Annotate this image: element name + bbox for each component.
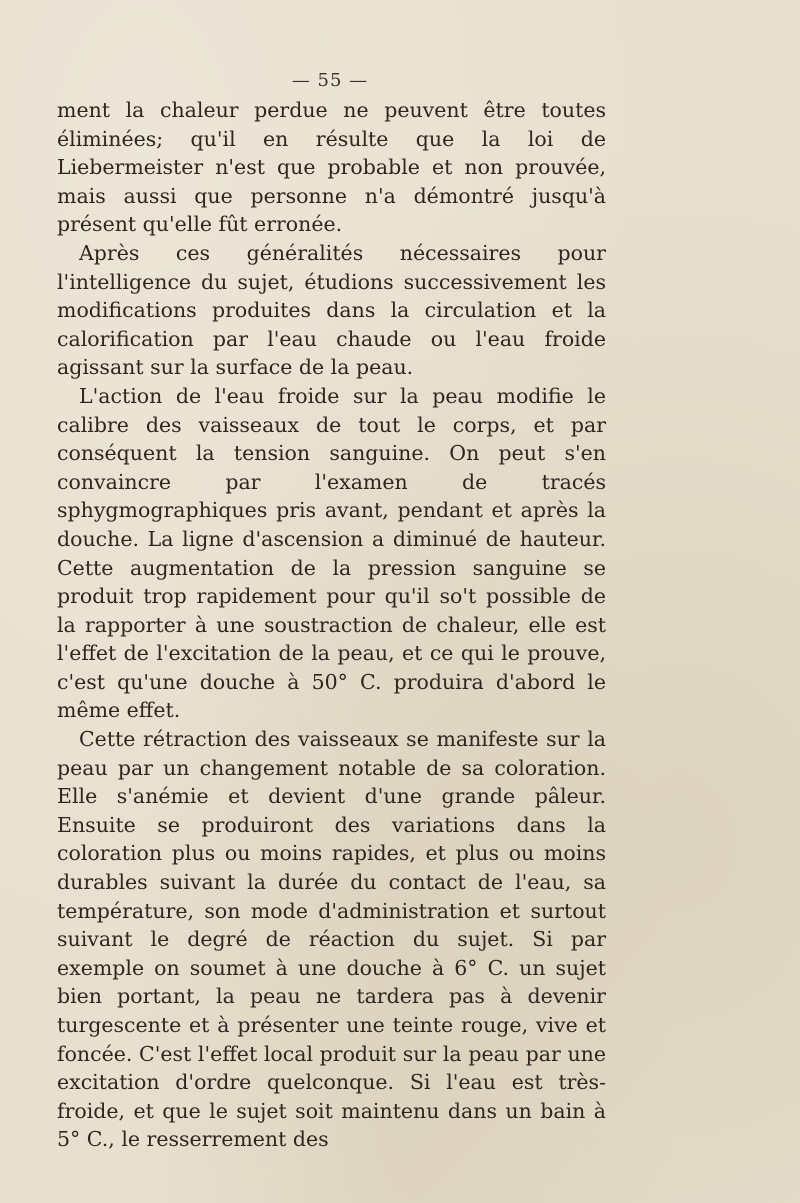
paragraph-generalites: Après ces généralités nécessaires pour l'intelligence du sujet, étudions successivement les modifications produites dans la circulation et la calorification par l'eau chaude ou l'eau froide agissant sur la surface de la peau.: [57, 240, 606, 380]
body-text: [57, 96, 606, 1154]
paragraph-retraction: Cette rétraction des vaisseaux se manifeste sur la peau par un changement notable de sa coloration. Elle s'anémie et devient d'une grande pâleur. Ensuite se produiront des variations dans la coloration plus ou moins rapides, et plus ou moins durables suivant la durée du contact de l'eau, sa température, son mode d'administration et surtout suivant le degré de réaction du sujet. Si par exemple on soumet à une douche à 6° C. un sujet bien portant, la peau ne tardera pas à devenir turgescente et à présenter une teinte rouge, vive et foncée. C'est l'effet local produit sur la peau par une excitation d'ordre quelconque. Si l'eau est très-froide, et que le sujet soit maintenu dans un bain à 5° C., le resserrement des: [57, 727, 606, 1152]
paragraph-eau-froide: L'action de l'eau froide sur la peau modifie le calibre des vaisseaux de tout le corps, et par conséquent la tension sanguine. On peut s'en convaincre par l'examen de tracés sphygmographiques pris avant, pendant et après la douche. La ligne d'ascension a diminué de hauteur. Cette augmentation de la pression sanguine se produit trop rapidement pour qu'il so't possible de la rapporter à une soustraction de chaleur, elle est l'effet de l'excitation de la peau, et ce qui le prouve, c'est qu'une douche à 50° C. produira d'abord le même effet.: [57, 383, 606, 723]
paragraph-continued: ment la chaleur perdue ne peuvent être toutes éliminées; qu'il en résulte que la loi de Liebermeister n'est que probable et non prouvée, mais aussi que personne n'a démontré jusqu'à présent qu'elle fût erronée.: [57, 98, 606, 237]
page-number: — 55 —: [291, 70, 369, 91]
